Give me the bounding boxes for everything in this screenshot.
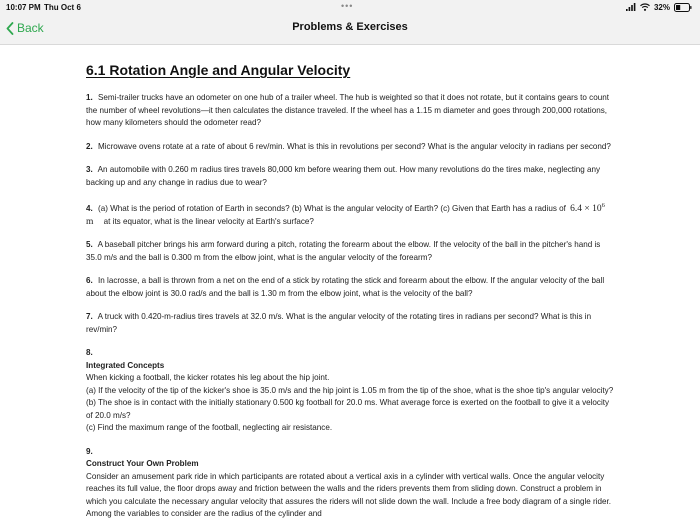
problem-number: 2.	[86, 141, 93, 151]
problem-number: 7.	[86, 312, 93, 322]
problem-3	[86, 164, 614, 189]
problem-part-a: (a) If the velocity of the tip of the kicker's shoe is 35.0 m/s and the hip joint is 1.05 m from the tip of the shoe, what is the shoe tip's angular velocity?	[86, 385, 614, 395]
problem-intro: When kicking a football, the kicker rotates his leg about the hip joint.	[86, 373, 330, 383]
status-time: 10:07 PM	[6, 3, 41, 12]
problem-text: Consider an amusement park ride in which participants are rotated about a vertical axis in a cylinder with vertical walls. Once the angular velocity reaches its full value, the floor drops away and friction between the walls and the riders prevents them from sliding down. Construct a problem in which you calculate the necessary angular velocity that assures the riders will not slide down the wall. Include a free body diagram of a single rider. Among the variables to consider are the radius of the cylinder and	[86, 471, 612, 519]
problem-text: A truck with 0.420-m-radius tires travels at 32.0 m/s. What is the angular velocity of the rotating tires in radians per second? What is this in rev/min?	[86, 312, 592, 334]
top-bar	[0, 0, 700, 45]
back-label: Back	[17, 21, 44, 35]
problem-number: 5.	[86, 240, 93, 250]
problem-9	[86, 446, 614, 521]
battery-icon	[674, 3, 692, 12]
nav-title: Problems & Exercises	[292, 21, 408, 33]
status-indicators	[626, 2, 692, 12]
content-area	[86, 60, 614, 532]
problem-text: An automobile with 0.260 m radius tires travels 80,000 km before wearing them out. How many revolutions do the tires make, neglecting any backing up and any change in radius due to wear?	[86, 165, 601, 187]
problem-text: Microwave ovens rotate at a rate of about 6 rev/min. What is this in revolutions per second? What is the angular velocity in radians per second?	[98, 141, 611, 151]
multitasking-dots[interactable]: •••	[341, 1, 354, 11]
wifi-icon	[640, 3, 650, 11]
status-date: Thu Oct 6	[44, 3, 81, 12]
math-base: 6.4 × 10	[570, 204, 602, 215]
signal-icon	[626, 3, 636, 11]
problem-part-c: (c) Find the maximum range of the football, neglecting air resistance.	[86, 423, 333, 433]
problem-number: 3.	[86, 165, 93, 174]
problem-heading: Construct Your Own Problem	[86, 459, 199, 469]
problem-7	[86, 311, 614, 336]
math-exponent: 6	[601, 202, 605, 209]
problem-2	[86, 141, 614, 154]
problem-1	[86, 92, 614, 130]
section-title: 6.1 Rotation Angle and Angular Velocity	[86, 62, 351, 78]
problem-number: 9.	[86, 446, 93, 456]
problem-text-b: at its equator, what is the linear velocity at Earth's surface?	[103, 216, 314, 226]
problem-6	[86, 275, 614, 300]
problem-number: 6.	[86, 276, 93, 286]
problem-4	[86, 200, 614, 228]
math-unit: m	[86, 216, 94, 227]
problem-text-a: (a) What is the period of rotation of Earth in seconds? (b) What is the angular velocity of Earth? (c) Given that Earth has a radius of	[98, 204, 566, 214]
problem-number: 8.	[86, 348, 93, 358]
problem-part-b: (b) The shoe is in contact with the initially stationary 0.500 kg football for 20.0 ms. What average force is exerted on the football to give it a velocity of 20.0 m/s?	[86, 398, 610, 420]
problem-8	[86, 347, 614, 435]
problem-text: Semi-trailer trucks have an odometer on one hub of a trailer wheel. The hub is weighted so that it does not rotate, but it contains gears to count the number of wheel revolutions—it then calculates the distance traveled. If the wheel has a 1.15 m diameter and goes through 200,000 rotations, how many kilometers should the odometer read?	[86, 93, 609, 127]
problem-number: 4.	[86, 204, 93, 214]
problem-text: In lacrosse, a ball is thrown from a net on the end of a stick by rotating the stick and forearm about the elbow. If the angular velocity of the ball about the elbow joint is 30.0 rad/s and the ball is 1.30 m from the elbow joint, what is the velocity of the ball?	[86, 276, 605, 298]
problem-text: A baseball pitcher brings his arm forward during a pitch, rotating the forearm about the elbow. If the velocity of the ball in the pitcher's hand is 35.0 m/s and the ball is 0.300 m from the elbow joint, what is the angular velocity of the forearm?	[86, 240, 601, 262]
battery-percent: 32%	[653, 2, 670, 12]
problem-heading: Integrated Concepts	[86, 360, 165, 370]
problem-number: 1.	[86, 93, 93, 102]
problem-5	[86, 239, 614, 264]
